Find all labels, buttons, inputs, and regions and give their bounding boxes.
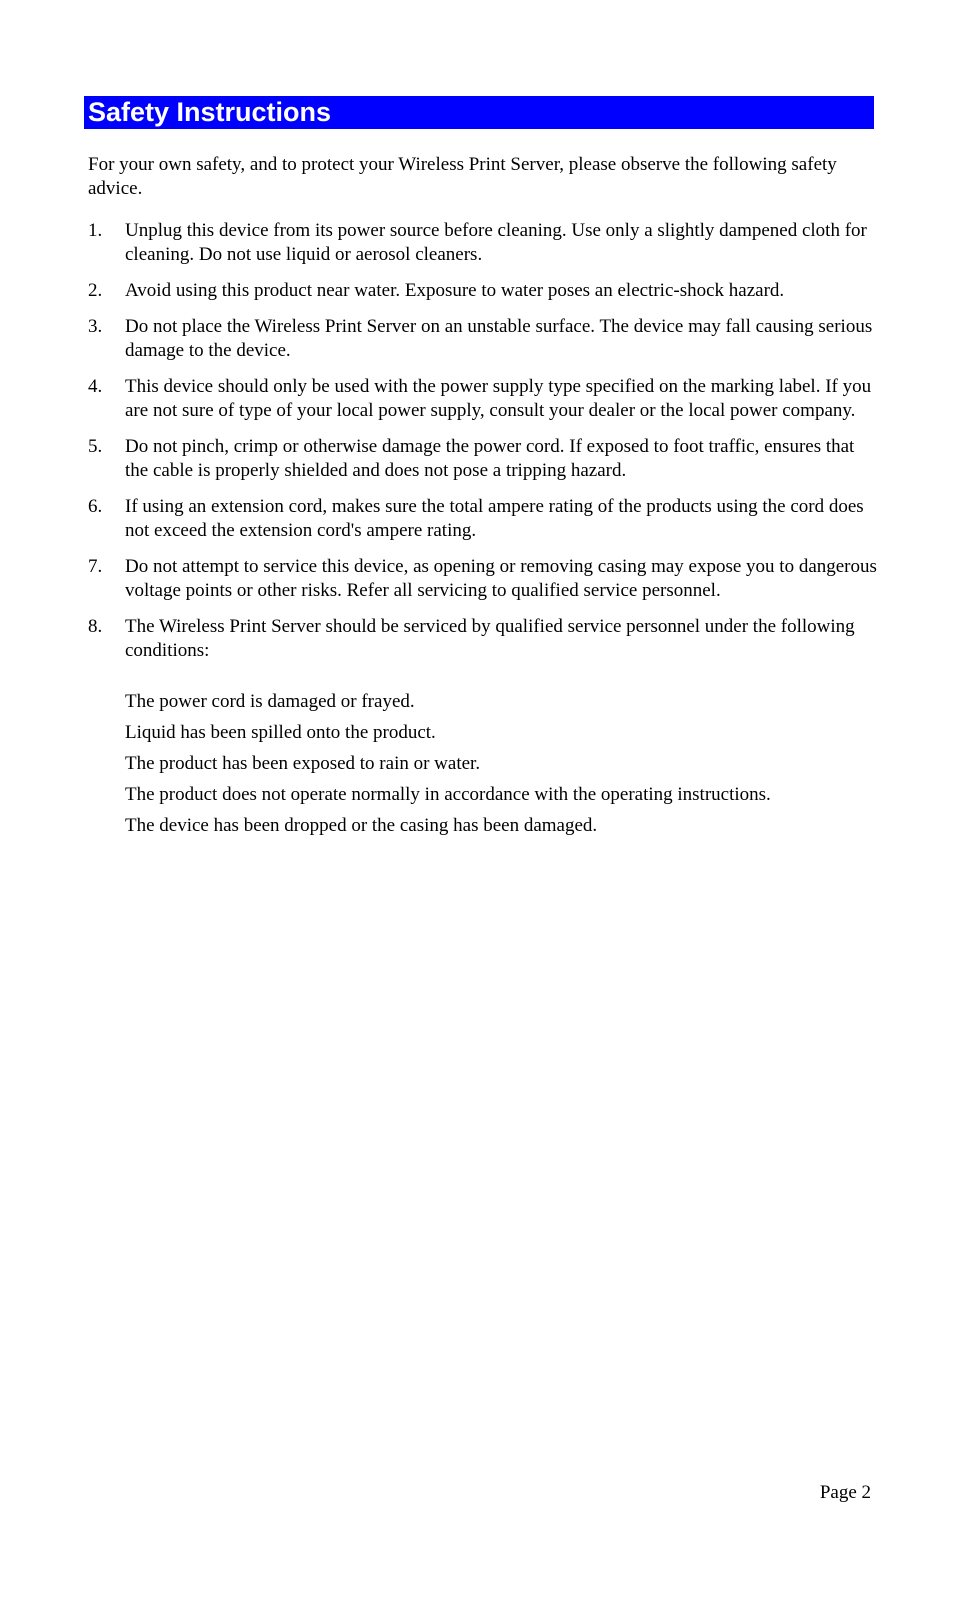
condition-item: The product does not operate normally in accordance with the operating instructions. — [125, 784, 771, 805]
item-number: 3. — [88, 316, 103, 337]
list-item — [88, 375, 878, 423]
item-text: This device should only be used with the power supply type specified on the marking label. If you are not sure of type of your local power supply, consult your dealer or the local power company. — [125, 376, 872, 421]
item-text: If using an extension cord, makes sure the total ampere rating of the products using the cord does not exceed the extension cord's ampere rating. — [125, 496, 864, 541]
item-text: Do not attempt to service this device, as opening or removing casing may expose you to dangerous voltage points or other risks. Refer all servicing to qualified service personnel. — [125, 556, 877, 601]
item-number: 5. — [88, 436, 103, 457]
list-item — [88, 495, 878, 543]
service-conditions-list — [88, 690, 915, 845]
item-text: Do not pinch, crimp or otherwise damage the power cord. If exposed to foot traffic, ensures that the cable is properly shielded and does not pose a tripping hazard. — [125, 436, 855, 481]
condition-item: Liquid has been spilled onto the product. — [125, 722, 436, 743]
item-number: 6. — [88, 496, 103, 517]
list-item — [88, 315, 878, 363]
list-item — [88, 435, 878, 483]
item-number: 1. — [88, 220, 103, 241]
item-text: Unplug this device from its power source before cleaning. Use only a slightly dampened cloth for cleaning. Do not use liquid or aerosol cleaners. — [125, 220, 867, 265]
item-number: 2. — [88, 280, 103, 301]
list-item — [88, 219, 878, 267]
item-number: 4. — [88, 376, 103, 397]
item-number: 7. — [88, 556, 103, 577]
section-title-bar — [84, 96, 874, 129]
condition-item: The power cord is damaged or frayed. — [125, 691, 415, 712]
list-item — [88, 279, 878, 303]
intro-paragraph: For your own safety, and to protect your Wireless Print Server, please observe the following safety advice. — [88, 154, 837, 199]
safety-list — [88, 219, 878, 675]
condition-item: The device has been dropped or the casing has been damaged. — [125, 815, 598, 836]
page-title: Safety Instructions — [88, 97, 332, 127]
condition-item: The product has been exposed to rain or water. — [125, 753, 481, 774]
list-item — [88, 615, 878, 663]
page-number: Page 2 — [819, 1482, 871, 1503]
item-text: Do not place the Wireless Print Server on an unstable surface. The device may fall causing serious damage to the device. — [125, 316, 873, 361]
item-text: Avoid using this product near water. Exposure to water poses an electric-shock hazard. — [125, 280, 785, 301]
item-number: 8. — [88, 616, 103, 637]
item-text: The Wireless Print Server should be serviced by qualified service personnel under the following conditions: — [125, 616, 855, 661]
list-item — [88, 555, 878, 603]
